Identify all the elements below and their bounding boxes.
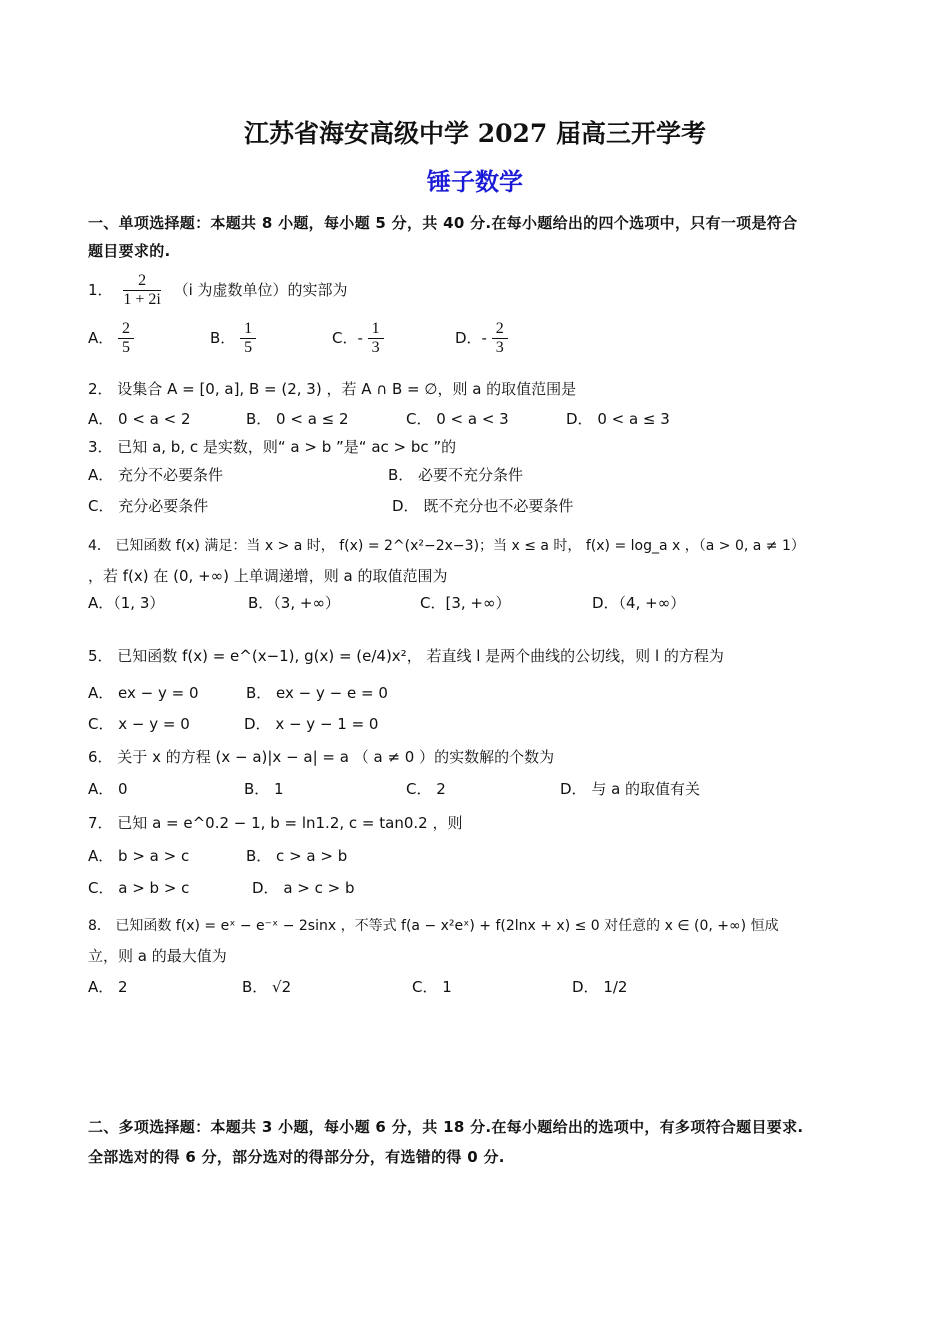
q7-option-b: B． c > a > b xyxy=(246,847,348,865)
q4-option-d: D．（4, +∞） xyxy=(592,594,686,612)
q1-option-d xyxy=(455,320,508,357)
q1-option-a-num: 2 xyxy=(118,320,134,339)
question-4-stem-line2: ，若 f(x) 在 (0, +∞) 上单调递增，则 a 的取值范围为 xyxy=(88,567,448,585)
q1-number: 1． xyxy=(88,281,113,299)
q6-option-d: D． 与 a 的取值有关 xyxy=(560,780,701,798)
q2-option-b: B． 0 < a ≤ 2 xyxy=(246,410,349,428)
q2-option-c: C． 0 < a < 3 xyxy=(406,410,509,428)
exam-title: 江苏省海安高级中学 2027 届高三开学考 xyxy=(244,119,706,148)
q7-option-d: D． a > c > b xyxy=(252,879,355,897)
q5-option-b: B． ex − y − e = 0 xyxy=(246,684,388,702)
q4-option-c: C．[3, +∞） xyxy=(420,594,511,612)
q8-option-b: B． √2 xyxy=(242,978,292,996)
q6-option-b: B． 1 xyxy=(244,780,284,798)
question-4-stem-line1: 4． 已知函数 f(x) 满足：当 x > a 时， f(x) = 2^(x²−2x−3)；当 x ≤ a 时， f(x) = log_a x ，（a > 0, a ≠ 1） xyxy=(88,538,805,554)
q5-option-c: C． x − y = 0 xyxy=(88,715,190,733)
q4-option-b: B．（3, +∞） xyxy=(248,594,340,612)
q1-option-c-den: 3 xyxy=(371,339,380,356)
q2-option-a: A． 0 < a < 2 xyxy=(88,410,191,428)
q6-option-c: C． 2 xyxy=(406,780,446,798)
question-1 xyxy=(88,272,348,309)
section1-heading-line1: 一、单项选择题：本题共 8 小题，每小题 5 分，共 40 分.在每小题给出的四个选项中，只有一项是符合 xyxy=(88,214,798,232)
question-7-stem: 7． 已知 a = e^0.2 − 1, b = ln1.2, c = tan0.2 ，则 xyxy=(88,814,463,832)
q1-option-a-label: A． xyxy=(88,329,114,347)
q1-fraction xyxy=(123,272,160,309)
q6-option-a: A． 0 xyxy=(88,780,128,798)
question-2-stem: 2． 设集合 A = [0, a], B = (2, 3) ，若 A ∩ B = ∅，则 a 的取值范围是 xyxy=(88,380,577,398)
q8-option-a: A． 2 xyxy=(88,978,128,996)
q2-option-d: D． 0 < a ≤ 3 xyxy=(566,410,670,428)
q4-option-a: A．（1, 3） xyxy=(88,594,165,612)
q3-option-c: C． 充分必要条件 xyxy=(88,497,209,515)
q1-option-b-label: B． xyxy=(210,329,236,347)
q1-option-a xyxy=(88,320,134,357)
question-8-stem-line2: 立，则 a 的最大值为 xyxy=(88,947,227,965)
question-8-stem-line1: 8． 已知函数 f(x) = eˣ − e⁻ˣ − 2sinx ，不等式 f(a − x²eˣ) + f(2lnx + x) ≤ 0 对任意的 x ∈ (0, +∞) 恒成 xyxy=(88,918,779,934)
q1-option-d-den: 3 xyxy=(495,339,504,356)
q1-option-a-den: 5 xyxy=(122,339,131,356)
q1-frac-num: 2 xyxy=(123,272,160,291)
q8-option-c: C． 1 xyxy=(412,978,452,996)
q1-stem: （i 为虚数单位）的实部为 xyxy=(173,281,348,299)
exam-subtitle: 锤子数学 xyxy=(427,168,523,196)
q1-option-c xyxy=(332,320,384,357)
q1-option-c-num: 1 xyxy=(368,320,384,339)
q3-option-a: A． 充分不必要条件 xyxy=(88,466,224,484)
q1-option-b-num: 1 xyxy=(240,320,256,339)
section2-heading-line2: 全部选对的得 6 分，部分选对的得部分分，有选错的得 0 分. xyxy=(88,1148,505,1166)
q1-option-d-label: D．- xyxy=(455,329,487,347)
q1-option-c-label: C．- xyxy=(332,329,363,347)
question-5-stem: 5． 已知函数 f(x) = e^(x−1), g(x) = (e/4)x²， 若直线 l 是两个曲线的公切线，则 l 的方程为 xyxy=(88,647,724,665)
q8-option-d: D． 1/2 xyxy=(572,978,628,996)
q3-option-b: B． 必要不充分条件 xyxy=(388,466,524,484)
section1-heading-line2: 题目要求的. xyxy=(88,242,171,260)
q7-option-c: C． a > b > c xyxy=(88,879,190,897)
q5-option-d: D． x − y − 1 = 0 xyxy=(244,715,379,733)
question-3-stem: 3． 已知 a, b, c 是实数，则“ a > b ”是“ ac > bc ”的 xyxy=(88,438,457,456)
q1-option-b xyxy=(210,320,256,357)
q5-option-a: A． ex − y = 0 xyxy=(88,684,199,702)
q1-frac-den: 1 + 2i xyxy=(123,291,161,308)
q1-option-b-den: 5 xyxy=(244,339,253,356)
section2-heading-line1: 二、多项选择题：本题共 3 小题，每小题 6 分，共 18 分.在每小题给出的选项中，有多项符合题目要求. xyxy=(88,1118,804,1136)
q3-option-d: D． 既不充分也不必要条件 xyxy=(392,497,574,515)
q7-option-a: A． b > a > c xyxy=(88,847,190,865)
q1-option-d-num: 2 xyxy=(492,320,508,339)
question-6-stem: 6． 关于 x 的方程 (x − a)|x − a| = a （ a ≠ 0 ）的实数解的个数为 xyxy=(88,748,555,766)
